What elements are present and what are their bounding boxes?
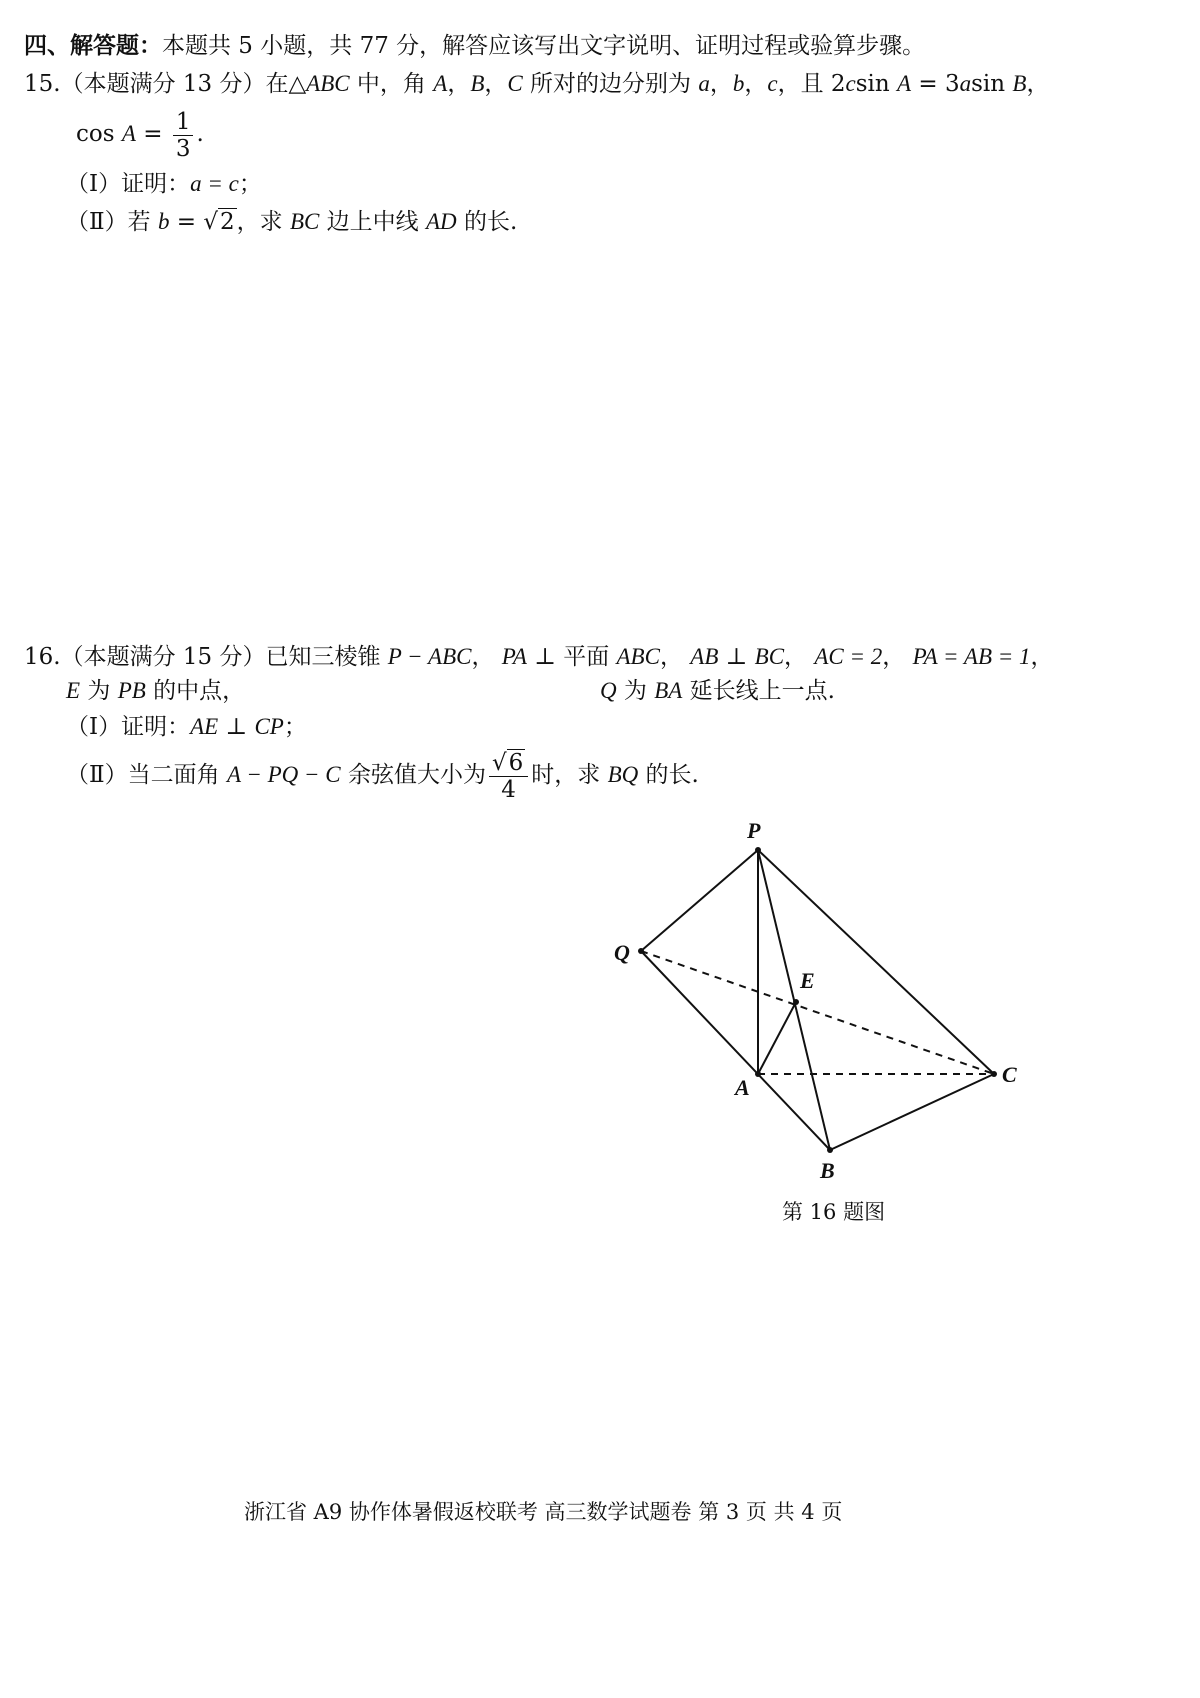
q16-text: ， bbox=[471, 644, 495, 670]
q15-math: b bbox=[732, 71, 745, 96]
radicand: 2 bbox=[220, 209, 235, 235]
sqrt-six: √6 bbox=[491, 749, 524, 776]
q15-math: c bbox=[767, 71, 778, 96]
q15-text: 所对的边分别为 bbox=[522, 71, 699, 97]
q16-math: BQ bbox=[607, 762, 639, 787]
section-heading: 四、解答题： bbox=[24, 32, 162, 59]
q16-part1 bbox=[66, 711, 307, 743]
q16-part2-label: （Ⅱ）当二面角 bbox=[66, 762, 227, 788]
q16-math: PA bbox=[501, 644, 527, 669]
q15-math: sin bbox=[855, 71, 890, 97]
q15-text: ， bbox=[1026, 71, 1050, 97]
q15-text: 在△ bbox=[265, 71, 307, 97]
q16-stem-line2 bbox=[66, 675, 245, 707]
q16-math: E bbox=[66, 678, 81, 703]
q15-text: 的长. bbox=[456, 209, 518, 235]
q15-text: 边上中线 bbox=[319, 209, 426, 235]
edge-AE bbox=[758, 1002, 796, 1074]
q16-text: 余弦值大小为 bbox=[340, 762, 486, 788]
q15-text: ，求 bbox=[236, 209, 290, 235]
q15-math: BC bbox=[289, 209, 320, 234]
q16-math: CP bbox=[254, 714, 284, 739]
q16-fraction bbox=[489, 750, 528, 803]
q15-math: A bbox=[897, 71, 912, 96]
q15-stem-line1 bbox=[24, 68, 1049, 100]
q16-text: ， bbox=[882, 644, 906, 670]
q15-math: B bbox=[1012, 71, 1027, 96]
q16-text: ， bbox=[784, 644, 808, 670]
q16-number: 16. bbox=[24, 644, 61, 670]
edge-PQ bbox=[641, 850, 758, 951]
q15-text: ； bbox=[238, 171, 262, 197]
q16-text: 时，求 bbox=[531, 762, 608, 788]
q15-text: ， bbox=[447, 71, 471, 97]
q16-math: ABC bbox=[616, 644, 660, 669]
q16-score: （本题满分 15 分） bbox=[60, 644, 266, 670]
q16-math: P − ABC bbox=[387, 644, 472, 669]
q15-math: ABC bbox=[306, 71, 350, 96]
q16-part2 bbox=[66, 742, 699, 808]
q15-text: ， bbox=[709, 71, 733, 97]
q15-math: sin bbox=[971, 71, 1006, 97]
q16-math: Q bbox=[600, 678, 617, 703]
label-P: P bbox=[747, 818, 761, 843]
point-E-dot bbox=[793, 999, 799, 1005]
fraction-denominator: 3 bbox=[175, 135, 191, 162]
edge-PC bbox=[758, 850, 994, 1074]
q15-math: B bbox=[470, 71, 485, 96]
label-C: C bbox=[1002, 1062, 1017, 1087]
q16-part1-label: （Ⅰ）证明： bbox=[66, 714, 191, 740]
figure-caption: 第 16 题图 bbox=[782, 1200, 886, 1224]
q16-text: 为 bbox=[616, 678, 655, 704]
q16-math: BC bbox=[754, 644, 785, 669]
q15-math: C bbox=[507, 71, 523, 96]
q16-text: 的中点， bbox=[145, 678, 246, 704]
q15-text: ， bbox=[744, 71, 768, 97]
q16-stem-line2-right bbox=[600, 675, 835, 707]
section-header bbox=[24, 30, 925, 62]
page-footer: 浙江省 A9 协作体暑假返校联考 高三数学试题卷 第 3 页 共 4 页 bbox=[244, 1500, 843, 1524]
q16-text: 已知三棱锥 bbox=[265, 644, 388, 670]
section-intro: 本题共 5 小题，共 77 分，解答应该写出文字说明、证明过程或验算步骤。 bbox=[162, 33, 926, 59]
q15-math: A bbox=[121, 121, 136, 146]
q16-math: ⊥ bbox=[218, 714, 255, 740]
q15-math: cos bbox=[76, 121, 115, 147]
q16-math: AE bbox=[190, 714, 219, 739]
q15-math: a bbox=[698, 71, 710, 96]
q16-math: BA bbox=[654, 678, 683, 703]
q15-part1-expr: a = c bbox=[190, 171, 239, 196]
q15-part2 bbox=[66, 206, 517, 238]
q15-part2-label: （Ⅱ）若 bbox=[66, 209, 158, 235]
point-C-dot bbox=[991, 1071, 997, 1077]
point-B-dot bbox=[827, 1147, 833, 1153]
q15-part1-label: （Ⅰ）证明： bbox=[66, 171, 191, 197]
q16-text: 为 bbox=[80, 678, 118, 704]
label-Q: Q bbox=[614, 940, 630, 965]
fraction-numerator bbox=[489, 750, 528, 777]
q16-math: PA = AB = 1 bbox=[912, 644, 1031, 669]
q15-text: 中，角 bbox=[349, 71, 434, 97]
q16-math: AB bbox=[690, 644, 719, 669]
label-A: A bbox=[735, 1075, 750, 1100]
q16-text: 平面 bbox=[563, 644, 617, 670]
q16-text: ， bbox=[659, 644, 683, 670]
sqrt-two: √2 bbox=[203, 209, 235, 235]
q15-math: b bbox=[157, 209, 170, 234]
q15-math: a bbox=[959, 71, 972, 96]
label-B: B bbox=[820, 1158, 835, 1183]
q16-math: A − PQ − C bbox=[226, 762, 341, 787]
q16-text: ； bbox=[283, 714, 307, 740]
point-P-dot bbox=[755, 847, 761, 853]
q16-stem-line1 bbox=[24, 641, 1054, 673]
q16-math: PB bbox=[117, 678, 146, 703]
edge-BC bbox=[830, 1074, 994, 1150]
q15-fraction bbox=[173, 109, 194, 162]
q16-math: ⊥ bbox=[718, 644, 755, 670]
q15-text: ， bbox=[484, 71, 508, 97]
fraction-denominator: 4 bbox=[501, 776, 516, 803]
q16-math: ⊥ bbox=[526, 644, 564, 670]
q15-math: c bbox=[845, 71, 856, 96]
edge-PB bbox=[758, 850, 830, 1150]
q16-text: ， bbox=[1030, 644, 1054, 670]
q16-text: 的长. bbox=[638, 762, 699, 788]
q15-math: = 3 bbox=[911, 71, 960, 97]
q15-math: A bbox=[433, 71, 448, 96]
edge-QC-dashed bbox=[641, 951, 994, 1074]
fraction-numerator: 1 bbox=[173, 109, 194, 136]
q15-stem-line2 bbox=[76, 106, 204, 162]
edge-QB bbox=[641, 951, 830, 1150]
q16-math: AC = 2 bbox=[814, 644, 883, 669]
label-E: E bbox=[800, 968, 815, 993]
q16-text: 延长线上一点. bbox=[682, 678, 835, 704]
q15-text: . bbox=[196, 121, 204, 147]
radicand: 6 bbox=[508, 749, 524, 776]
point-A-dot bbox=[755, 1071, 761, 1077]
q15-part1 bbox=[66, 168, 262, 200]
q15-score: （本题满分 13 分） bbox=[60, 71, 266, 97]
q15-math: AD bbox=[425, 209, 457, 234]
q15-math: = bbox=[135, 121, 170, 147]
q15-text: ，且 2 bbox=[777, 71, 846, 97]
point-Q-dot bbox=[638, 948, 644, 954]
q15-number: 15. bbox=[24, 71, 61, 97]
q15-math: = bbox=[169, 209, 204, 235]
